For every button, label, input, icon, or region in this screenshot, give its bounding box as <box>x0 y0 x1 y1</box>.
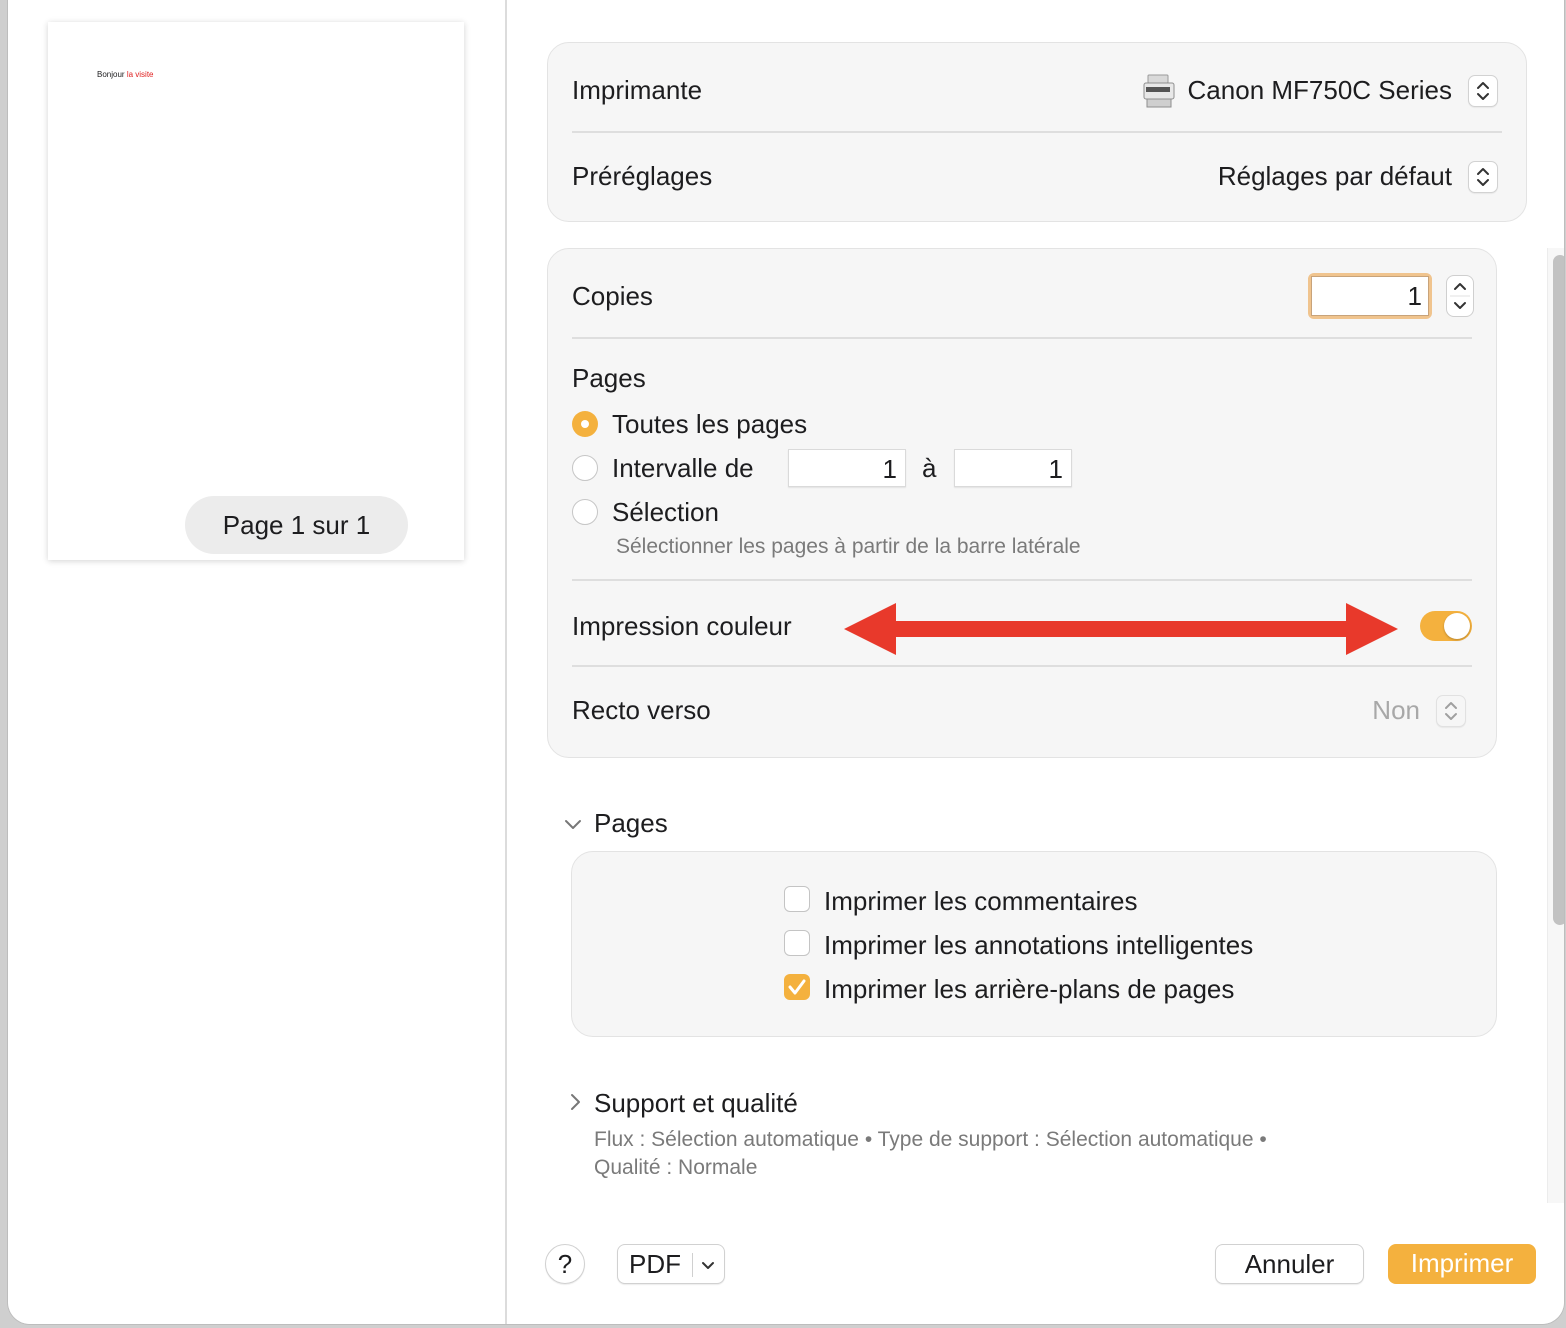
cancel-button[interactable]: Annuler <box>1215 1244 1364 1284</box>
presets-value[interactable]: Réglages par défaut <box>1217 161 1452 191</box>
preview-sidebar <box>8 0 507 1324</box>
options-card <box>547 248 1497 758</box>
divider <box>572 579 1472 581</box>
page-indicator: Page 1 sur 1 <box>185 496 408 554</box>
divider <box>572 131 1502 133</box>
print-smart-annotations-label[interactable]: Imprimer les annotations intelligentes <box>824 930 1254 960</box>
settings-panel <box>507 0 1564 1324</box>
printer-label: Imprimante <box>572 75 703 105</box>
print-button[interactable]: Imprimer <box>1388 1244 1536 1284</box>
range-from-field[interactable]: 1 <box>788 449 906 487</box>
copies-label: Copies <box>572 281 653 311</box>
radio-page-range[interactable] <box>572 455 598 481</box>
printer-value[interactable]: Canon MF750C Series <box>1187 75 1452 105</box>
divider <box>572 665 1472 667</box>
chevron-right-icon[interactable] <box>563 1090 587 1114</box>
help-button[interactable]: ? <box>545 1244 585 1284</box>
presets-popup-chevrons-icon[interactable] <box>1468 161 1498 193</box>
range-to-label: à <box>922 453 937 483</box>
checkbox-print-smart-annotations[interactable] <box>784 930 810 956</box>
selection-hint: Sélectionner les pages à partir de la barre latérale <box>616 535 1081 558</box>
pages-label: Pages <box>572 363 646 393</box>
checkbox-print-backgrounds[interactable] <box>784 974 810 1000</box>
divider <box>572 337 1472 339</box>
copies-input[interactable] <box>1311 276 1429 316</box>
printer-icon <box>1142 73 1176 109</box>
copies-stepper[interactable] <box>1446 275 1474 317</box>
selection-label[interactable]: Sélection <box>612 497 719 527</box>
page-thumbnail[interactable] <box>48 22 464 560</box>
thumbnail-text-red: la visite <box>126 70 154 79</box>
media-quality-section-title[interactable]: Support et qualité <box>594 1088 798 1118</box>
double-arrow-annotation-icon <box>844 601 1398 657</box>
print-comments-label[interactable]: Imprimer les commentaires <box>824 886 1138 916</box>
duplex-value[interactable]: Non <box>1372 695 1420 725</box>
thumbnail-text <box>97 70 154 79</box>
thumbnail-text-black: Bonjour <box>97 70 125 79</box>
color-print-toggle[interactable] <box>1420 611 1472 641</box>
printer-popup-chevrons-icon[interactable] <box>1468 75 1498 107</box>
print-backgrounds-label[interactable]: Imprimer les arrière-plans de pages <box>824 974 1235 1004</box>
print-dialog <box>8 0 1564 1324</box>
presets-label: Préréglages <box>572 161 713 191</box>
checkmark-icon <box>784 974 810 1000</box>
radio-all-pages[interactable] <box>572 411 598 437</box>
printer-card <box>547 42 1527 222</box>
all-pages-label[interactable]: Toutes les pages <box>612 409 808 439</box>
media-summary-line2: Qualité : Normale <box>594 1156 758 1179</box>
pdf-menu-button[interactable] <box>617 1244 725 1284</box>
checkbox-print-comments[interactable] <box>784 886 810 912</box>
copies-field[interactable] <box>1308 273 1432 319</box>
chevron-down-icon[interactable] <box>561 812 585 836</box>
duplex-popup-chevrons-icon[interactable] <box>1436 695 1466 727</box>
range-to-field[interactable]: 1 <box>954 449 1072 487</box>
pdf-label: PDF <box>629 1249 681 1279</box>
pages-section-title[interactable]: Pages <box>594 808 668 838</box>
divider <box>692 1253 693 1277</box>
range-label[interactable]: Intervalle de <box>612 453 754 483</box>
media-summary-line1: Flux : Sélection automatique • Type de support : Sélection automatique • <box>594 1128 1267 1151</box>
duplex-label: Recto verso <box>572 695 711 725</box>
color-print-label: Impression couleur <box>572 611 792 641</box>
radio-selection[interactable] <box>572 499 598 525</box>
scrollbar-thumb[interactable] <box>1553 255 1564 925</box>
chevron-down-icon[interactable] <box>698 1255 718 1275</box>
stepper-arrows-icon[interactable] <box>1447 276 1473 316</box>
pages-options-card <box>571 851 1497 1037</box>
